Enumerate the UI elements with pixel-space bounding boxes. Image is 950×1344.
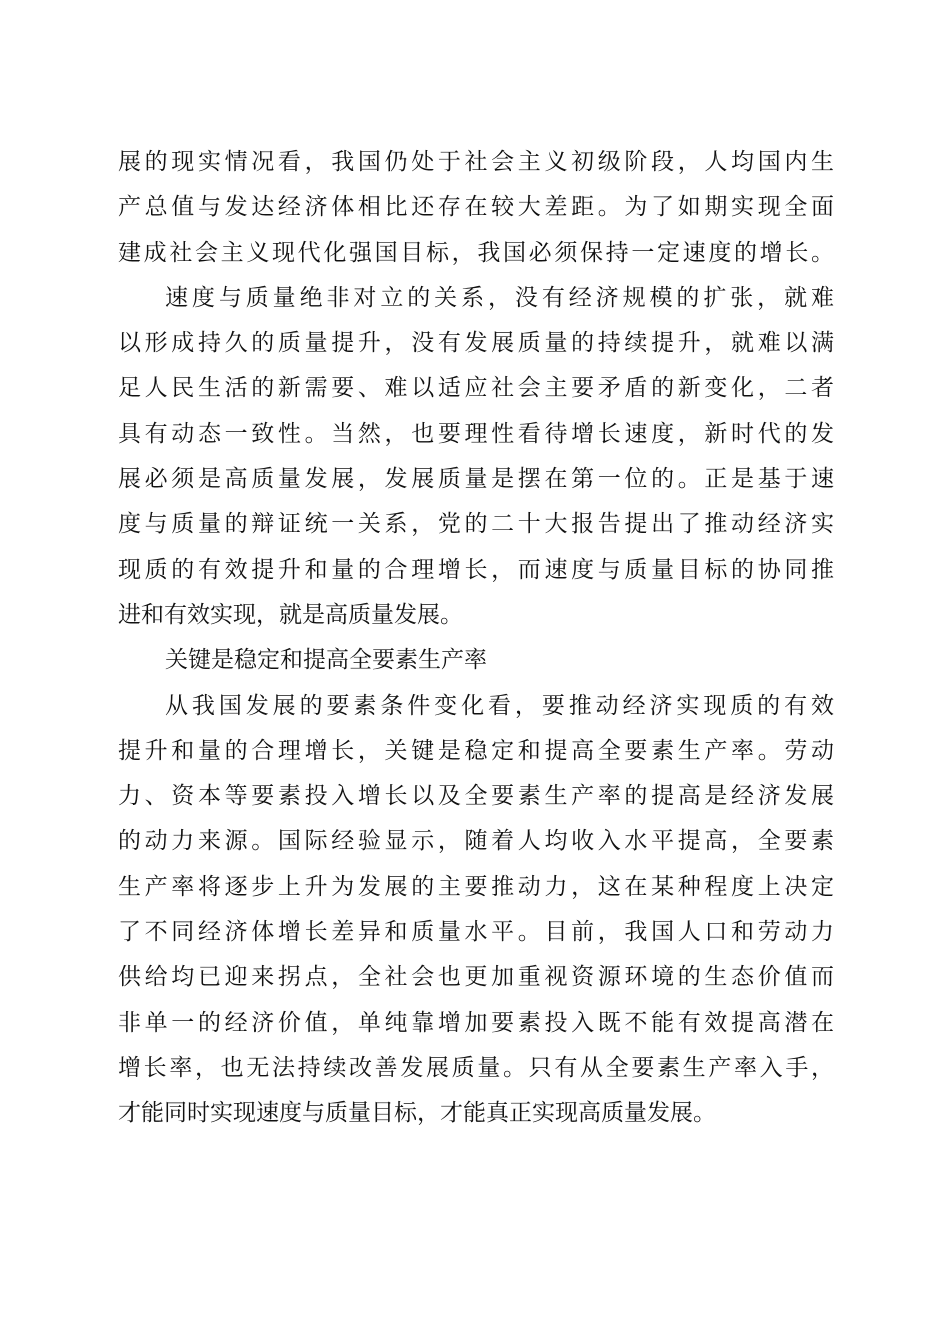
text-line: 非单一的经济价值，单纯靠增加要素投入既不能有效提高潜在 [118, 1009, 834, 1036]
text-line: 生产率将逐步上升为发展的主要推动力，这在某种程度上决定 [118, 873, 834, 900]
text-line: 供给均已迎来拐点，全社会也更加重视资源环境的生态价值而 [118, 964, 834, 991]
text-line: 从我国发展的要素条件变化看，要推动经济实现质的有效 [165, 692, 834, 719]
text-line: 现质的有效提升和量的合理增长，而速度与质量目标的协同推 [118, 556, 834, 583]
section-heading: 关键是稳定和提高全要素生产率 [165, 647, 487, 674]
body-text [118, 140, 834, 1137]
text-line: 足人民生活的新需要、难以适应社会主要矛盾的新变化，二者 [118, 375, 834, 402]
text-line: 具有动态一致性。当然，也要理性看待增长速度，新时代的发 [118, 420, 834, 447]
text-line: 度与质量的辩证统一关系，党的二十大报告提出了推动经济实 [118, 511, 834, 538]
text-line: 进和有效实现，就是高质量发展。 [118, 601, 463, 628]
text-line: 产总值与发达经济体相比还存在较大差距。为了如期实现全面 [118, 194, 834, 221]
text-line: 以形成持久的质量提升，没有发展质量的持续提升，就难以满 [118, 330, 834, 357]
text-line: 增长率，也无法持续改善发展质量。只有从全要素生产率入手， [118, 1054, 834, 1081]
text-line: 建成社会主义现代化强国目标，我国必须保持一定速度的增长。 [118, 239, 834, 266]
text-line: 的动力来源。国际经验显示，随着人均收入水平提高，全要素 [118, 828, 834, 855]
text-line: 提升和量的合理增长，关键是稳定和提高全要素生产率。劳动 [118, 737, 834, 764]
text-line: 才能同时实现速度与质量目标，才能真正实现高质量发展。 [118, 1100, 716, 1127]
text-line: 展的现实情况看，我国仍处于社会主义初级阶段，人均国内生 [118, 149, 834, 175]
text-line: 了不同经济体增长差异和质量水平。目前，我国人口和劳动力 [118, 919, 834, 946]
text-line: 速度与质量绝非对立的关系，没有经济规模的扩张，就难 [165, 284, 834, 311]
text-line: 力、资本等要素投入增长以及全要素生产率的提高是经济发展 [118, 783, 834, 810]
text-line: 展必须是高质量发展，发展质量是摆在第一位的。正是基于速 [118, 466, 834, 493]
